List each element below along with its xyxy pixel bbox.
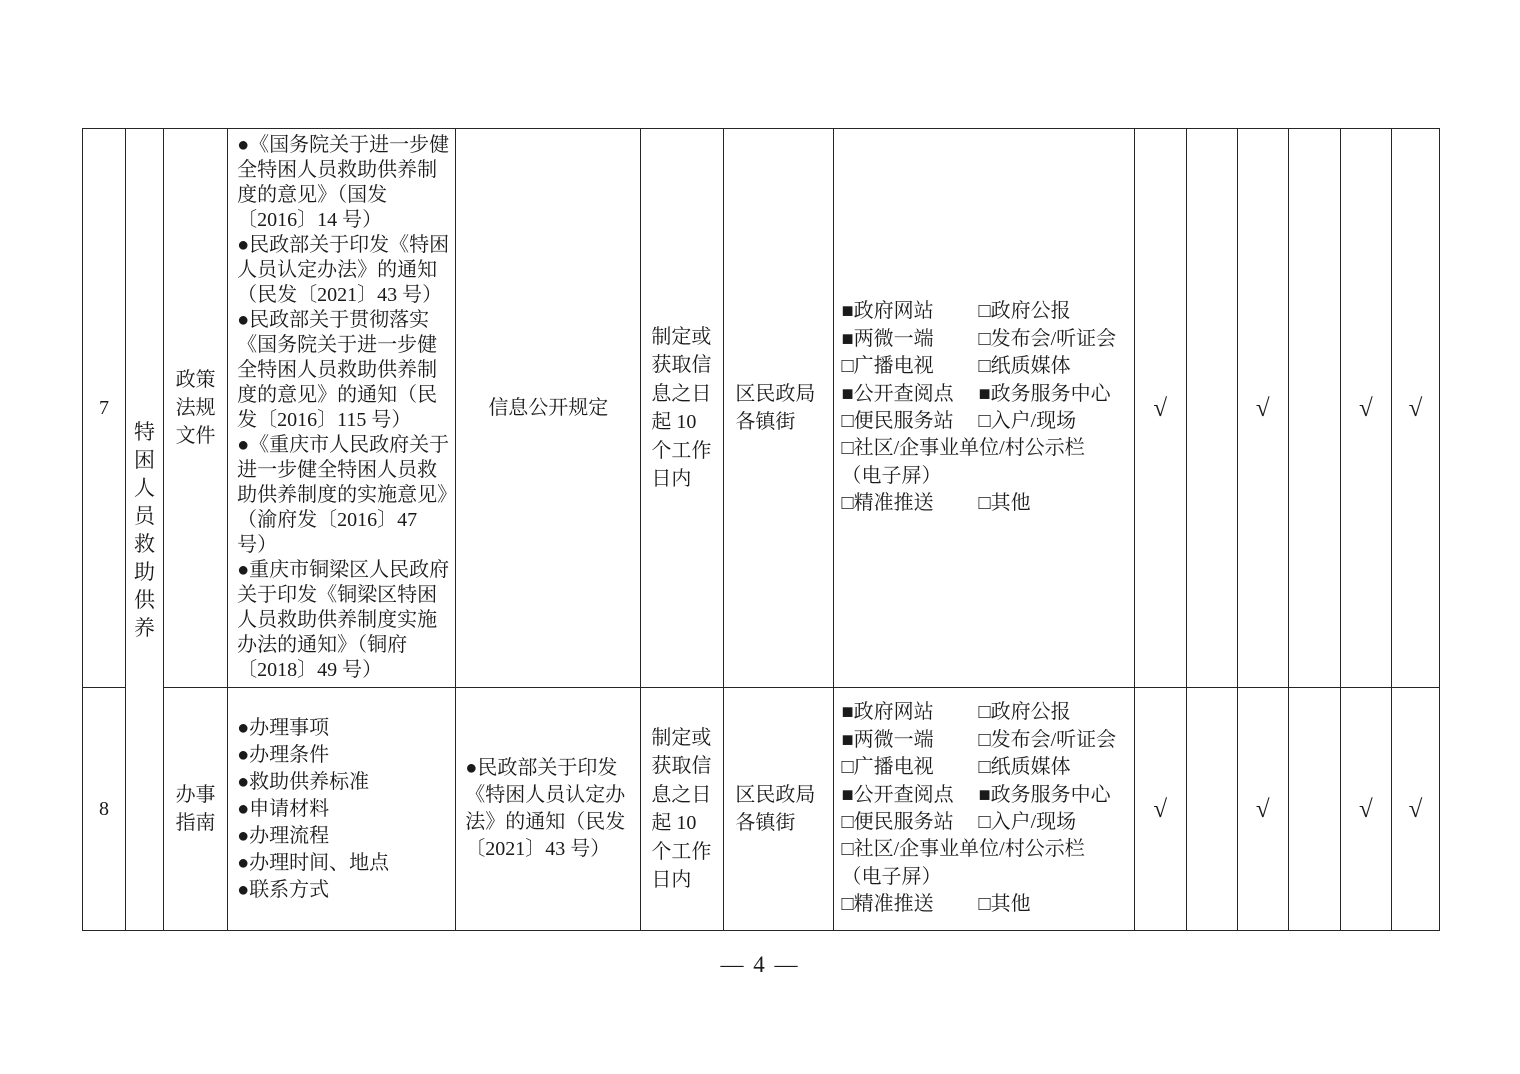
- channel-item: [979, 490, 1130, 517]
- checkbox-unchecked-icon: □: [978, 327, 991, 350]
- channel-line: [842, 809, 1130, 836]
- mark-cell: [1237, 129, 1288, 688]
- channel-line: [842, 408, 1130, 435]
- channel-label: 其他: [990, 492, 1031, 515]
- channel-line: [842, 699, 1130, 726]
- content-bullet: ●申请材料: [237, 797, 330, 820]
- channel-item: [842, 326, 979, 353]
- mark-cell: [1134, 129, 1186, 688]
- channel-item: [842, 490, 979, 517]
- channels-cell: [833, 688, 1134, 931]
- content-bullet: ●办理事项: [237, 716, 330, 739]
- channel-label: 社区/企事业单位/村公示栏: [853, 838, 1085, 861]
- channel-item: [842, 381, 979, 408]
- info-type-cell: [164, 129, 228, 688]
- agency-label: 区民政局各镇街: [735, 383, 816, 433]
- channel-item: [979, 754, 1130, 781]
- category-cell: [126, 129, 164, 931]
- channel-line: [842, 891, 1130, 918]
- checkbox-checked-icon: ■: [841, 728, 854, 751]
- checkbox-unchecked-icon: □: [978, 811, 991, 833]
- basis-cell: [456, 129, 641, 688]
- channel-label: 政府网站: [853, 300, 934, 323]
- checkbox-unchecked-icon: □: [978, 300, 991, 323]
- channel-item: [979, 727, 1130, 754]
- agency-cell: [724, 688, 833, 931]
- channel-item: [979, 782, 1130, 809]
- checkbox-unchecked-icon: □: [978, 728, 991, 751]
- timing-label: 制定或获取信息之日起 10 个工作日内: [651, 726, 712, 891]
- channel-item: [842, 754, 979, 781]
- channel-label: 政府网站: [853, 701, 934, 724]
- page-number: — 4 —: [720, 952, 800, 977]
- mark-cell: [1237, 688, 1288, 931]
- checkbox-unchecked-icon: □: [841, 410, 854, 432]
- channels-cell: [833, 129, 1134, 688]
- channel-label: 政务服务中心: [990, 382, 1111, 405]
- channel-label: 政府公报: [990, 300, 1071, 323]
- channel-line: [842, 298, 1130, 325]
- check-mark: √: [1358, 795, 1373, 823]
- disclosure-directory-table: [82, 128, 1440, 931]
- check-mark: √: [1358, 394, 1373, 422]
- checkbox-checked-icon: ■: [841, 783, 854, 806]
- checkbox-unchecked-icon: □: [978, 701, 991, 724]
- checkbox-unchecked-icon: □: [841, 893, 854, 916]
- check-mark: √: [1153, 394, 1168, 422]
- channel-item: [842, 699, 979, 726]
- channel-label: 公开查阅点: [853, 783, 954, 806]
- channel-label: 入户/现场: [990, 410, 1077, 432]
- channel-item: [842, 809, 979, 836]
- checkbox-unchecked-icon: □: [841, 437, 854, 460]
- mark-cell: [1288, 129, 1340, 688]
- channel-item-wide: [842, 435, 1130, 462]
- content-bullet: ●民政部关于贯彻落实《国务院关于进一步健全特困人员救助供养制度的意见》的通知（民发〔2016〕115 号）: [237, 309, 438, 431]
- checkbox-checked-icon: ■: [841, 382, 854, 405]
- checkbox-unchecked-icon: □: [841, 492, 854, 515]
- channel-line: [842, 381, 1130, 408]
- info-type-label: 办事指南: [175, 784, 216, 834]
- channel-label: 社区/企事业单位/村公示栏: [853, 437, 1085, 460]
- category-label: 特困人员救助供养: [134, 419, 156, 640]
- channel-label-continuation: （电子屏）: [841, 865, 942, 888]
- table-row-8: [83, 688, 1440, 931]
- channel-label: 其他: [990, 893, 1031, 916]
- channel-label: 广播电视: [853, 756, 934, 779]
- channel-item: [979, 298, 1130, 325]
- checkbox-unchecked-icon: □: [978, 355, 991, 378]
- agency-cell: [724, 129, 833, 688]
- mark-cell: [1391, 688, 1439, 931]
- channel-label: 精准推送: [853, 893, 934, 916]
- timing-cell: [641, 688, 724, 931]
- channel-label: 发布会/听证会: [990, 728, 1117, 751]
- channel-line: [842, 353, 1130, 380]
- channel-line: [842, 727, 1130, 754]
- checkbox-unchecked-icon: □: [978, 410, 991, 432]
- channel-line: [842, 490, 1130, 517]
- channel-label: 政府公报: [990, 701, 1071, 724]
- channel-item: [979, 381, 1130, 408]
- checkbox-unchecked-icon: □: [978, 492, 991, 515]
- timing-cell: [641, 129, 724, 688]
- mark-cell: [1340, 129, 1391, 688]
- agency-label: 区民政局各镇街: [735, 784, 816, 834]
- channel-item: [979, 809, 1130, 836]
- channel-item: [979, 326, 1130, 353]
- check-mark: √: [1255, 795, 1270, 823]
- channel-line: [842, 754, 1130, 781]
- check-mark: √: [1255, 394, 1270, 422]
- content-bullet: ●《重庆市人民政府关于进一步健全特困人员救助供养制度的实施意见》（渝府发〔2016〕47 号）: [237, 434, 450, 556]
- mark-cell: [1186, 688, 1237, 931]
- info-type-label: 政策法规文件: [175, 369, 216, 447]
- content-cell: [228, 129, 456, 688]
- content-bullet: ●重庆市铜梁区人民政府关于印发《铜梁区特困人员救助供养制度实施办法的通知》（铜府〔2018〕49 号）: [237, 559, 450, 681]
- content-bullet: ●民政部关于印发《特困人员认定办法》的通知（民发〔2021〕43 号）: [237, 234, 450, 306]
- content-bullet: ●联系方式: [237, 878, 330, 901]
- channel-label: 入户/现场: [990, 811, 1077, 833]
- checkbox-unchecked-icon: □: [841, 355, 854, 378]
- checkbox-unchecked-icon: □: [841, 811, 854, 833]
- seq-cell: [83, 129, 126, 688]
- channel-label: 广播电视: [853, 355, 934, 378]
- checkbox-unchecked-icon: □: [978, 756, 991, 779]
- channel-item: [842, 782, 979, 809]
- seq-cell: [83, 688, 126, 931]
- mark-cell: [1340, 688, 1391, 931]
- basis-label: ●民政部关于印发《特困人员认定办法》的通知（民发〔2021〕43 号）: [465, 757, 626, 860]
- content-bullet: ●办理时间、地点: [237, 851, 390, 874]
- channel-label: 两微一端: [853, 327, 934, 350]
- mark-cell: [1391, 129, 1439, 688]
- content-bullet: ●救助供养标准: [237, 770, 370, 793]
- channel-item-wide: [842, 836, 1130, 863]
- info-type-cell: [164, 688, 228, 931]
- mark-cell: [1186, 129, 1237, 688]
- channel-label: 便民服务站: [853, 811, 954, 833]
- seq-number: 7: [99, 396, 110, 419]
- channel-label: 便民服务站: [853, 410, 954, 432]
- content-bullet: ●《国务院关于进一步健全特困人员救助供养制度的意见》（国发〔2016〕14 号）: [237, 134, 450, 231]
- channel-item: [979, 699, 1130, 726]
- seq-number: 8: [99, 797, 110, 820]
- channel-label: 纸质媒体: [990, 756, 1071, 779]
- content-bullet: ●办理流程: [237, 824, 330, 847]
- mark-cell: [1134, 688, 1186, 931]
- mark-cell: [1288, 688, 1340, 931]
- channel-label: 政务服务中心: [990, 783, 1111, 806]
- channel-label: 公开查阅点: [853, 382, 954, 405]
- channel-line: [842, 326, 1130, 353]
- channel-label-continuation: （电子屏）: [841, 464, 942, 487]
- channel-label: 两微一端: [853, 728, 934, 751]
- channel-item: [979, 408, 1130, 435]
- channel-item: [842, 353, 979, 380]
- checkbox-unchecked-icon: □: [978, 893, 991, 916]
- checkbox-checked-icon: ■: [841, 300, 854, 323]
- timing-label: 制定或获取信息之日起 10 个工作日内: [651, 325, 712, 490]
- checkbox-unchecked-icon: □: [841, 838, 854, 861]
- content-bullet: ●办理条件: [237, 743, 330, 766]
- check-mark: √: [1153, 795, 1168, 823]
- checkbox-checked-icon: ■: [978, 783, 991, 806]
- checkbox-checked-icon: ■: [841, 701, 854, 724]
- basis-label: 信息公开规定: [488, 396, 609, 419]
- basis-cell: [456, 688, 641, 931]
- channel-label: 发布会/听证会: [990, 327, 1117, 350]
- channel-item: [842, 727, 979, 754]
- table-row-7: [83, 129, 1440, 688]
- channel-item: [842, 891, 979, 918]
- channel-label: 纸质媒体: [990, 355, 1071, 378]
- check-mark: √: [1408, 795, 1423, 823]
- checkbox-checked-icon: ■: [978, 382, 991, 405]
- channel-item: [842, 408, 979, 435]
- checkbox-checked-icon: ■: [841, 327, 854, 350]
- check-mark: √: [1408, 394, 1423, 422]
- content-cell: [228, 688, 456, 931]
- channel-item: [842, 298, 979, 325]
- channel-item: [979, 353, 1130, 380]
- channel-item: [979, 891, 1130, 918]
- channel-line: [842, 782, 1130, 809]
- channel-label: 精准推送: [853, 492, 934, 515]
- checkbox-unchecked-icon: □: [841, 756, 854, 779]
